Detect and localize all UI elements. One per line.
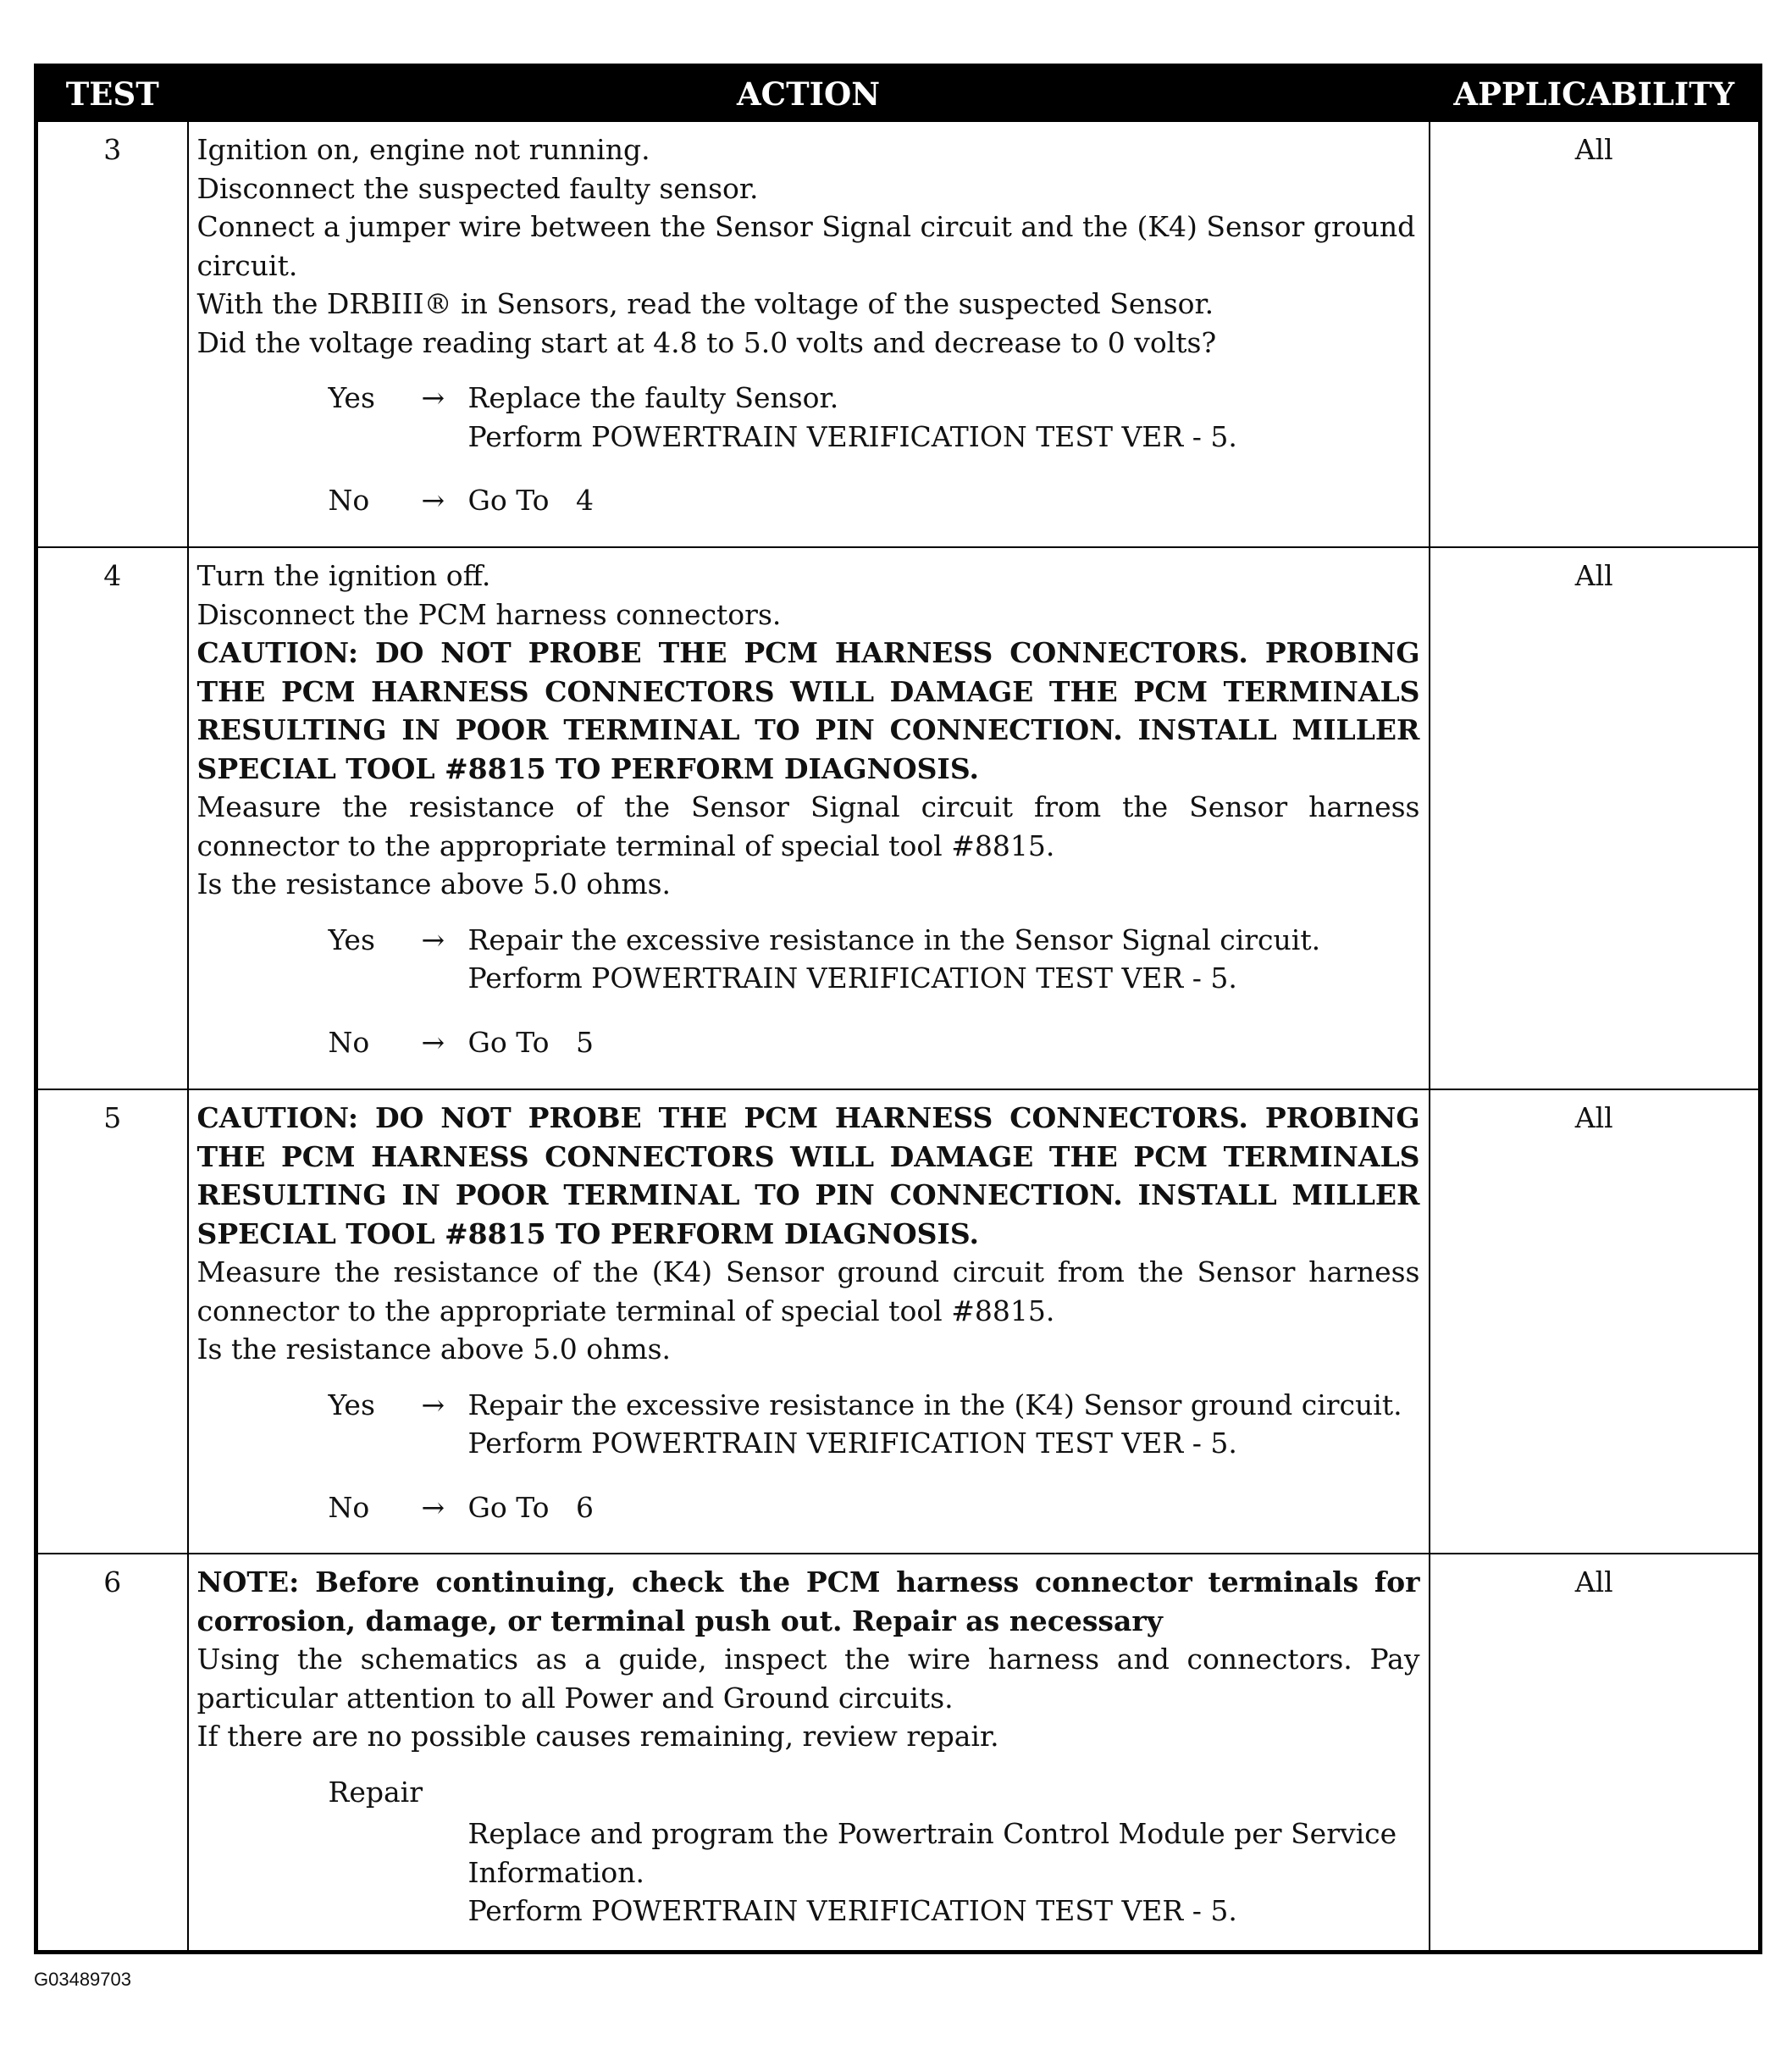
- yes-label: Yes: [328, 1388, 375, 1421]
- test-row-5: [36, 1089, 1761, 1554]
- yes-text: Perform POWERTRAIN VERIFICATION TEST VER - 5.: [467, 419, 1237, 453]
- figure-id: G03489703: [34, 1969, 131, 1990]
- action-step: If there are no possible causes remaining, review repair.: [196, 1720, 999, 1753]
- caution-text: CAUTION: DO NOT PROBE THE PCM HARNESS CONNECTORS. PROBING THE PCM HARNESS CONNECTORS WILL DAMAGE THE PCM TERMINALS RESULTING IN POOR TERMINAL TO PIN CONNECTION. INSTALL MILLER SPECIAL TOOL #8815 TO PERFORM DIAGNOSIS.: [196, 636, 1420, 785]
- right-arrow-icon: →: [421, 922, 445, 956]
- answer-block: [197, 1386, 1420, 1527]
- action-step: With the DRBIII® in Sensors, read the voltage of the suspected Sensor.: [196, 287, 1214, 320]
- answer-block: [197, 379, 1420, 520]
- yes-text: Perform POWERTRAIN VERIFICATION TEST VER - 5.: [467, 961, 1237, 994]
- right-arrow-icon: →: [421, 381, 445, 414]
- applicability-value: All: [1430, 1554, 1761, 1952]
- action-step: Connect a jumper wire between the Sensor Signal circuit and the (K4) Sensor ground circuit.: [196, 210, 1416, 282]
- answer-block: [197, 921, 1420, 1062]
- action-step: Using the schematics as a guide, inspect the wire harness and connectors. Pay particular attention to all Power and Ground circuits.: [196, 1643, 1420, 1715]
- applicability-value: All: [1430, 121, 1761, 547]
- test-number: 5: [36, 1089, 188, 1554]
- action-step: Disconnect the PCM harness connectors.: [196, 597, 782, 631]
- repair-label: Repair: [328, 1775, 423, 1809]
- header-applicability: APPLICABILITY: [1430, 66, 1761, 122]
- action-question: Is the resistance above 5.0 ohms.: [196, 1332, 672, 1366]
- action-step: Turn the ignition off.: [196, 559, 491, 592]
- test-number: 6: [36, 1554, 188, 1952]
- action-step: Ignition on, engine not running.: [196, 133, 650, 166]
- action-step: Disconnect the suspected faulty sensor.: [196, 171, 759, 205]
- diagnostic-test-table: [34, 64, 1762, 1954]
- yes-text: Repair the excessive resistance in the Sensor Signal circuit.: [467, 922, 1321, 956]
- no-text: Go To 4: [467, 484, 594, 517]
- no-text: Go To 6: [467, 1490, 594, 1524]
- right-arrow-icon: →: [421, 1490, 445, 1524]
- action-step: Measure the resistance of the (K4) Sensor ground circuit from the Sensor harness connector to the appropriate terminal of special tool #8815.: [196, 1255, 1420, 1327]
- right-arrow-icon: →: [421, 1388, 445, 1421]
- action-question: Did the voltage reading start at 4.8 to 5.0 volts and decrease to 0 volts?: [196, 325, 1217, 359]
- action-step: Measure the resistance of the Sensor Signal circuit from the Sensor harness connector to the appropriate terminal of special tool #8815.: [196, 790, 1420, 862]
- applicability-value: All: [1430, 1089, 1761, 1554]
- caution-text: CAUTION: DO NOT PROBE THE PCM HARNESS CONNECTORS. PROBING THE PCM HARNESS CONNECTORS WILL DAMAGE THE PCM TERMINALS RESULTING IN POOR TERMINAL TO PIN CONNECTION. INSTALL MILLER SPECIAL TOOL #8815 TO PERFORM DIAGNOSIS.: [196, 1101, 1420, 1250]
- yes-answer: [197, 921, 1420, 998]
- yes-text: Repair the excessive resistance in the (K4) Sensor ground circuit.: [467, 1388, 1402, 1421]
- action-cell: [188, 1089, 1430, 1554]
- no-answer: [197, 481, 1420, 520]
- action-cell: [188, 1554, 1430, 1952]
- test-number: 3: [36, 121, 188, 547]
- no-label: No: [328, 1490, 370, 1524]
- repair-text: Perform POWERTRAIN VERIFICATION TEST VER - 5.: [467, 1894, 1237, 1927]
- test-row-6: [36, 1554, 1761, 1952]
- action-cell: [188, 547, 1430, 1089]
- repair-block: [197, 1773, 1420, 1931]
- no-answer: [197, 1488, 1420, 1527]
- yes-label: Yes: [328, 922, 375, 956]
- right-arrow-icon: →: [421, 1025, 445, 1059]
- repair-text: Replace and program the Powertrain Control Module per Service Information.: [467, 1817, 1397, 1889]
- no-label: No: [328, 484, 370, 517]
- header-action: ACTION: [188, 66, 1430, 122]
- test-row-4: [36, 547, 1761, 1089]
- yes-text: Perform POWERTRAIN VERIFICATION TEST VER - 5.: [467, 1427, 1237, 1460]
- note-text: NOTE: Before continuing, check the PCM harness connector terminals for corrosion, damage, or terminal push out. Repair as necessary: [196, 1565, 1420, 1637]
- action-question: Is the resistance above 5.0 ohms.: [196, 867, 672, 900]
- yes-text: Replace the faulty Sensor.: [467, 381, 839, 414]
- applicability-value: All: [1430, 547, 1761, 1089]
- yes-answer: [197, 379, 1420, 456]
- action-cell: [188, 121, 1430, 547]
- header-test: TEST: [36, 66, 188, 122]
- test-row-3: [36, 121, 1761, 547]
- header-row: [36, 66, 1761, 122]
- no-text: Go To 5: [467, 1025, 594, 1059]
- yes-label: Yes: [328, 381, 375, 414]
- no-answer: [197, 1023, 1420, 1062]
- right-arrow-icon: →: [421, 484, 445, 517]
- no-label: No: [328, 1025, 370, 1059]
- test-number: 4: [36, 547, 188, 1089]
- yes-answer: [197, 1386, 1420, 1463]
